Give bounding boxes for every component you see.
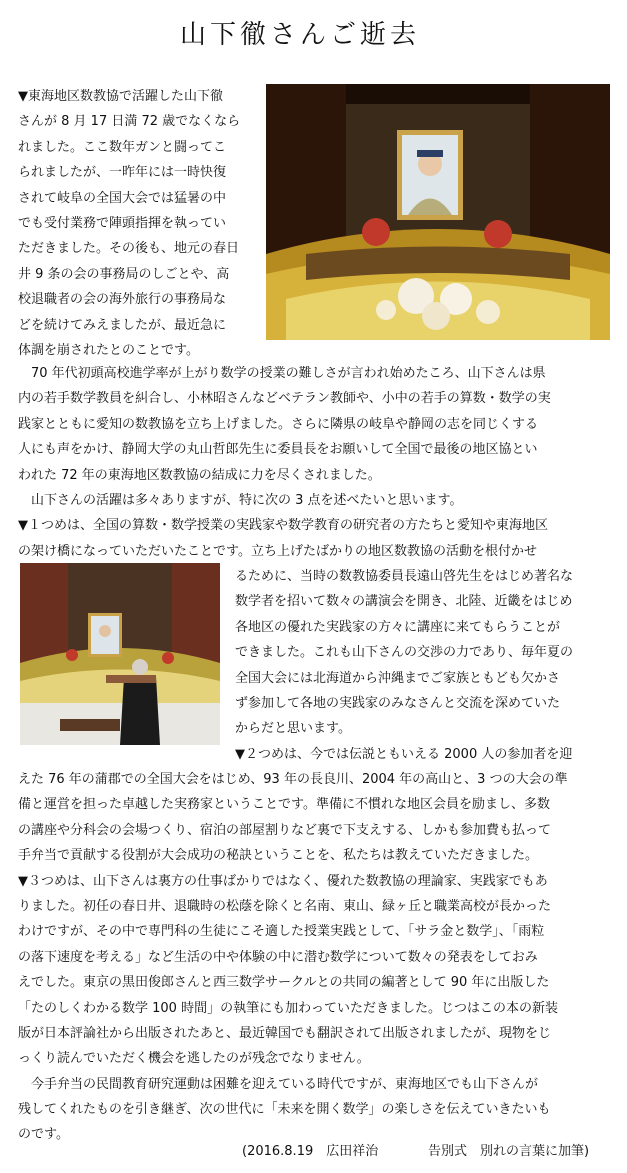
text-line: ただきました。その後も、地元の春日 [18,241,240,257]
text-line: 70 年代初頭高校進学率が上がり数学の授業の難しさが言われ始めたころ、山下さんは県 [18,366,546,381]
text-line: ▼２つめは、今では伝説ともいえる 2000 人の参加者を迎 [235,746,573,762]
text-line: 全国大会には北海道から沖縄までご家族ともども欠かさ [235,670,561,686]
text-line: 備と運営を担った卓越した実務家ということです。準備に不慣れな地区会員を励まし、多数 [18,797,550,813]
text-line: れました。ここ数年ガンと闘ってこ [18,139,227,155]
text-line: ず参加して各地の実践家のみなさんと交流を深めていた [235,696,561,712]
text-line: えた 76 年の蒲郡での全国大会をはじめ、93 年の長良川、2004 年の高山と、3 つの大会の準 [18,772,568,787]
footer-note: 告別式 別れの言葉に加筆) [428,1144,590,1159]
bridge-paragraph [235,564,625,767]
text-line: 残してくれたものを引き継ぎ、次の世代に「未来を開く数学」の楽しさを伝えていきたいも [18,1102,551,1118]
text-line: どを続けてみえましたが、最近急に [18,317,227,333]
text-line: ▼１つめは、全国の算数・数学授業の実践家や数学教育の研究者の方たちと愛知や東海地区 [18,518,548,534]
text-line: 各地区の優れた実践家の方々に講座に来てもらうことが [235,619,561,635]
text-line: りました。初任の春日井、退職時の松蔭を除くと名南、東山、緑ヶ丘と職業高校が長かった [18,899,552,915]
text-line: 数学者を招いて数々の講演会を開き、北陸、近畿をはじめ [235,594,573,610]
text-line: っくり読んでいただく機会を逃したのが残念でなりません。 [18,1051,370,1067]
text-line: ▼３つめは、山下さんは裏方の仕事ばかりではなく、優れた数教協の理論家、実践家でもあ [18,873,548,889]
mourner-photo [20,563,220,745]
text-line: 践家とともに愛知の数教協を立ち上げました。さらに隣県の岐阜や静岡の志を同じくする [18,416,539,432]
history-paragraph [18,361,618,564]
text-line: 「たのしくわかる数学 100 時間」の執筆にも加わっていただきました。じつはこの本の新装 [18,1000,558,1016]
text-line: の落下速度を考える」など生活の中や体験の中に潜む数学について数々の発表をしておみ [18,949,538,965]
closing-paragraph [18,767,618,1123]
text-line: えでした。東京の黒田俊郎さんと西三数学サークルとの共同の編著として 90 年に出版した [18,975,550,991]
text-line: できました。これも山下さんの交渉の力であり、毎年夏の [235,645,574,661]
text-line: 手弁当で貢献する役割が大会成功の秘訣ということを、私たちは教えていただきました。 [18,848,539,864]
text-line: さんが 8 月 17 日満 72 歳でなくなら [18,114,241,130]
text-line: 内の若手数学教員を糾合し、小林昭さんなどベテラン教師や、小中の若手の算数・数学の実 [18,391,551,407]
text-line: 版が日本評論社から出版されたあと、最近韓国でも翻訳されて出版されましたが、現物をじ [18,1026,552,1042]
footer-date-author: (2016.8.19 広田祥治 [242,1144,379,1159]
intro-paragraph [18,84,266,363]
page-title: 山下徹さんご逝去 [179,20,420,50]
text-line: われた 72 年の東海地区数教協の結成に力を尽くされました。 [18,467,381,483]
text-line: 今手弁当の民間教育研究運動は困難を迎えている時代ですが、東海地区でも山下さんが [18,1076,539,1092]
text-line: のです。 [18,1127,69,1142]
text-line: されて岐阜の全国大会では猛暑の中 [18,190,227,206]
text-line: の講座や分科会の会場つくり、宿泊の部屋割りなど裏で下支えする、しかも参加費も払って [18,822,552,838]
text-line: 体調を崩されたとのことです。 [18,343,199,359]
text-line: でも受付業務で陣頭指揮を執ってい [18,216,227,232]
text-line: るために、当時の数教協委員長遠山啓先生をはじめ著名な [235,569,574,584]
text-line: られましたが、一昨年には一時快復 [18,165,227,181]
text-line: わけですが、その中で専門科の生徒にこそ適した授業実践として、「サラ金と数学」、「雨粒 [18,924,545,940]
altar-photo [266,84,610,340]
text-line: からだと思います。 [235,721,351,737]
text-line: 人にも声をかけ、静岡大学の丸山哲郎先生に委員長をお願いして全国で最後の地区協とい [18,442,538,458]
text-line: ▼東海地区数教協で活躍した山下徹 [18,89,223,104]
text-line: の架け橋になっていただいたことです。立ち上げたばかりの地区数教協の活動を根付かせ [18,543,537,559]
text-line: 井 9 条の会の事務局のしごとや、高 [18,266,230,282]
text-line: 校退職者の会の海外旅行の事務局な [18,292,227,308]
text-line: 山下さんの活躍は多々ありますが、特に次の 3 点を述べたいと思います。 [18,493,463,509]
